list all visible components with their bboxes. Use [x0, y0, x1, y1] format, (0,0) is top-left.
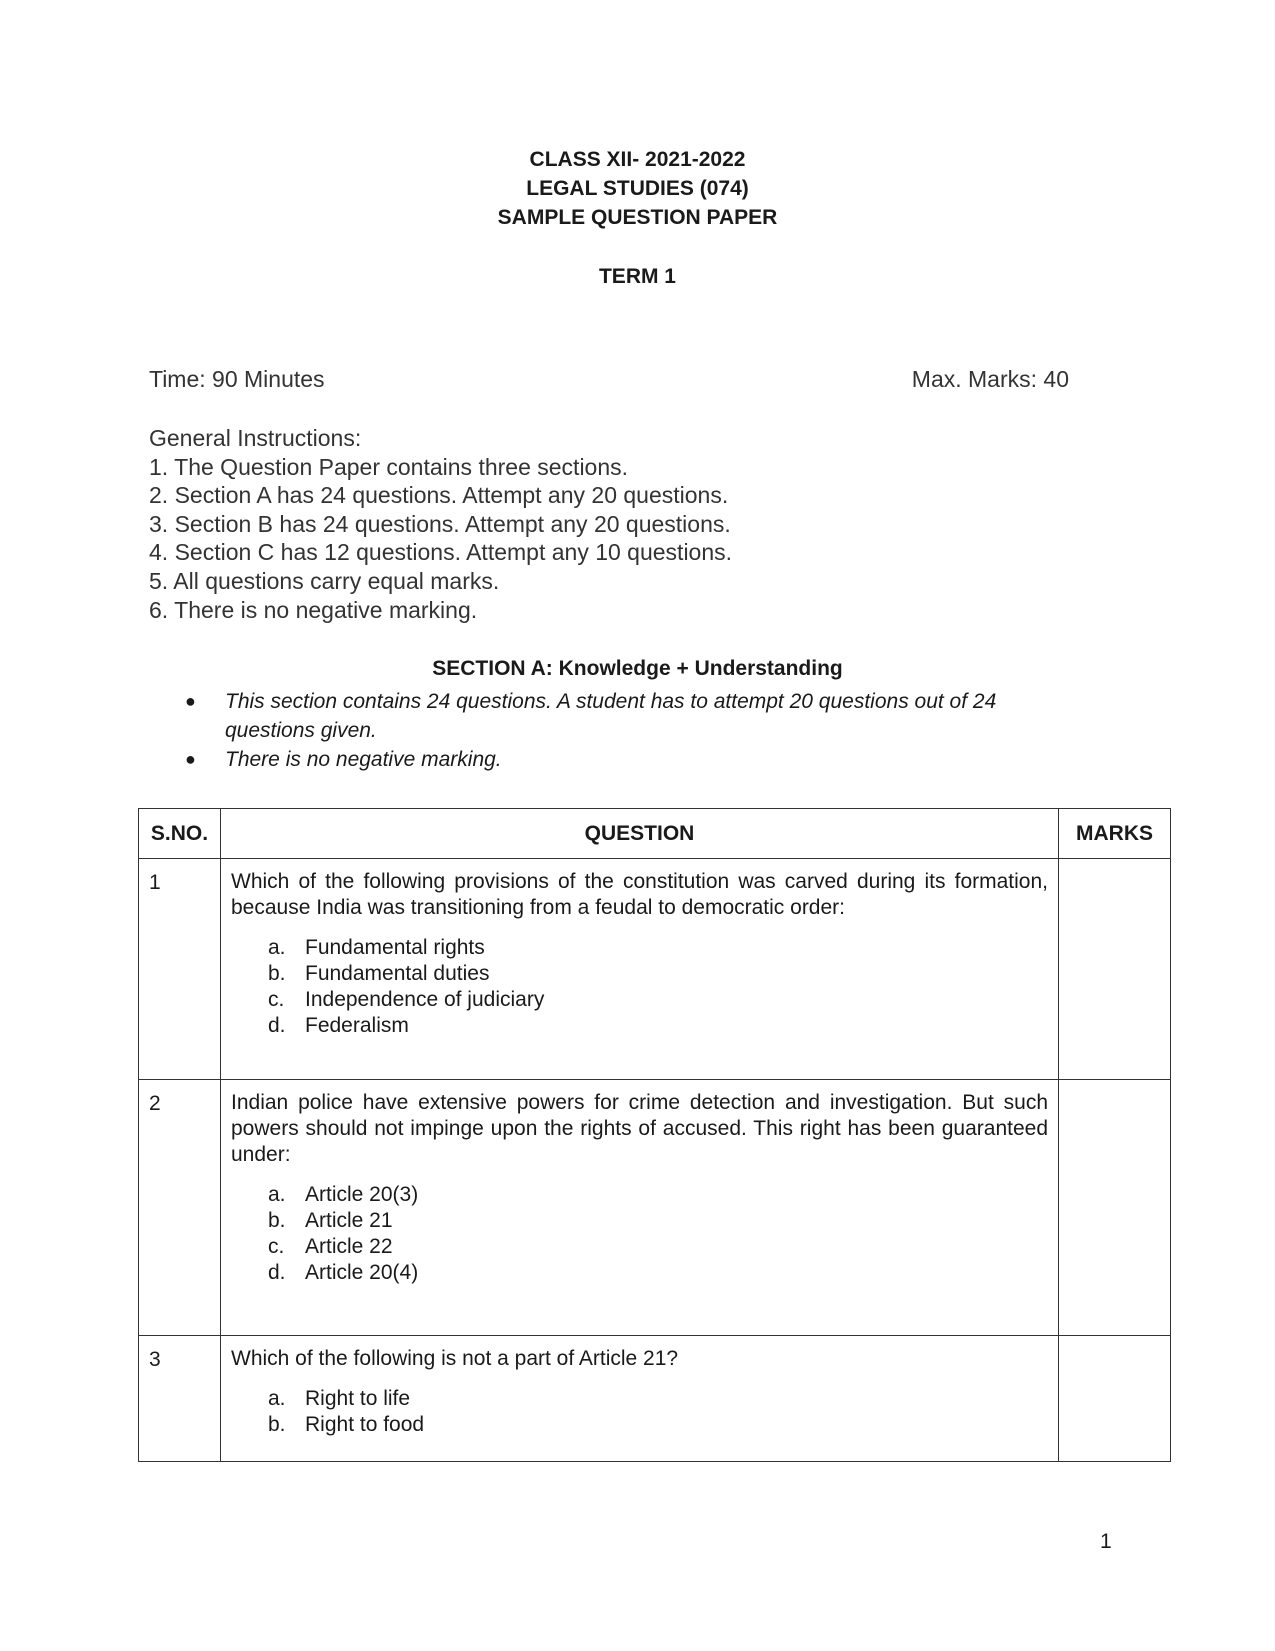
option-letter: b. — [268, 962, 286, 985]
header-question: QUESTION — [221, 809, 1059, 859]
term-title: TERM 1 — [598, 265, 676, 288]
marks-cell — [1059, 1336, 1171, 1462]
option-letter: d. — [268, 1014, 286, 1037]
instructions-title: General Instructions: — [149, 425, 362, 451]
header-marks: MARKS — [1059, 809, 1171, 859]
option-text: Article 20(3) — [305, 1183, 419, 1206]
page-number: 1 — [1100, 1530, 1112, 1553]
options-list — [231, 1386, 1048, 1438]
bullet-icon: ● — [185, 749, 196, 769]
option-letter: a. — [268, 1183, 286, 1206]
option-letter: d. — [268, 1261, 286, 1284]
question-number: 3 — [139, 1336, 221, 1462]
instruction-item: 1. The Question Paper contains three sections. — [149, 453, 629, 480]
header-sno: S.NO. — [139, 809, 221, 859]
option-item — [231, 1260, 1048, 1286]
option-letter: a. — [268, 936, 286, 959]
section-note-text: There is no negative marking. — [225, 748, 502, 771]
question-text: Indian police have extensive powers for crime detection and investigation. But such powers should not impinge upon the rights of accused. This right has been guaranteed under: — [231, 1091, 1048, 1166]
exam-meta — [149, 366, 1069, 393]
bullet-icon: ● — [185, 691, 196, 711]
option-letter: b. — [268, 1209, 286, 1232]
general-instructions — [149, 424, 732, 624]
option-text: Fundamental duties — [305, 962, 490, 985]
question-number: 2 — [139, 1080, 221, 1336]
option-letter: c. — [268, 1235, 285, 1258]
paper-type-title: SAMPLE QUESTION PAPER — [497, 206, 778, 229]
section-note — [185, 745, 1085, 774]
option-text: Independence of judiciary — [305, 988, 545, 1011]
table-row — [139, 1336, 1171, 1462]
option-text: Federalism — [305, 1014, 409, 1037]
marks-cell — [1059, 1080, 1171, 1336]
question-text: Which of the following provisions of the constitution was carved during its formation, because India was transitioning from a feudal to democratic order: — [231, 870, 1048, 919]
option-item — [231, 987, 1048, 1013]
option-letter: b. — [268, 1413, 286, 1436]
options-list — [231, 1182, 1048, 1286]
instruction-item: 5. All questions carry equal marks. — [149, 567, 500, 594]
marks-cell — [1059, 859, 1171, 1080]
questions-table — [138, 808, 1171, 1462]
section-note — [185, 687, 1085, 745]
section-a-title: SECTION A: Knowledge + Understanding — [432, 657, 843, 680]
section-note-text: This section contains 24 questions. A student has to attempt 20 questions out of 24 questions given. — [225, 690, 997, 742]
question-cell — [221, 859, 1059, 1080]
option-text: Right to life — [305, 1387, 411, 1410]
option-item — [231, 1412, 1048, 1438]
question-cell — [221, 1336, 1059, 1462]
option-text: Article 20(4) — [305, 1261, 419, 1284]
option-letter: c. — [268, 988, 285, 1011]
question-text: Which of the following is not a part of Article 21? — [231, 1347, 679, 1370]
table-row — [139, 1080, 1171, 1336]
options-list — [231, 935, 1048, 1039]
instruction-item: 6. There is no negative marking. — [149, 596, 478, 623]
time-label: Time: 90 Minutes — [149, 366, 325, 392]
option-item — [231, 1208, 1048, 1234]
table-header-row — [139, 809, 1171, 859]
table-row — [139, 859, 1171, 1080]
class-title: CLASS XII- 2021-2022 — [529, 148, 746, 171]
instruction-item: 2. Section A has 24 questions. Attempt any 20 questions. — [149, 482, 729, 509]
option-text: Right to food — [305, 1413, 425, 1436]
option-text: Article 22 — [305, 1235, 393, 1258]
option-text: Fundamental rights — [305, 936, 485, 959]
option-item — [231, 935, 1048, 961]
question-number: 1 — [139, 859, 221, 1080]
max-marks-label: Max. Marks: 40 — [911, 366, 1069, 392]
option-text: Article 21 — [305, 1209, 393, 1232]
option-item — [231, 1386, 1048, 1412]
subject-title: LEGAL STUDIES (074) — [526, 177, 749, 200]
instruction-item: 3. Section B has 24 questions. Attempt any 20 questions. — [149, 510, 731, 537]
section-a-notes — [185, 687, 1085, 774]
option-item — [231, 1234, 1048, 1260]
instruction-item: 4. Section C has 12 questions. Attempt any 10 questions. — [149, 539, 733, 566]
question-cell — [221, 1080, 1059, 1336]
paper-header — [0, 145, 1275, 291]
option-item — [231, 961, 1048, 987]
option-item — [231, 1182, 1048, 1208]
option-item — [231, 1013, 1048, 1039]
option-letter: a. — [268, 1387, 286, 1410]
